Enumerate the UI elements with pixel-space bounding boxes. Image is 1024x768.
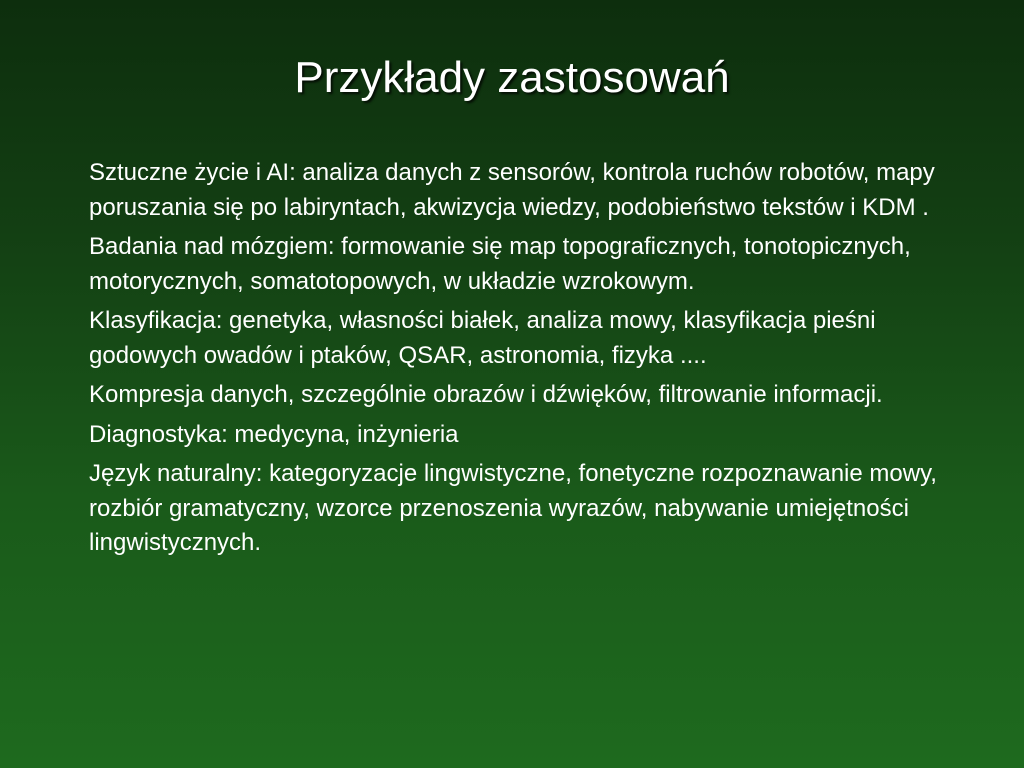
bullet-item-natural-language: Język naturalny: kategoryzacje lingwistyczne, fonetyczne rozpoznawanie mowy, rozbiór gramatyczny, wzorce przenoszenia wyrazów, nabywanie umiejętności lingwistycznych. (89, 460, 937, 556)
bullet-item-brain-research: Badania nad mózgiem: formowanie się map topograficznych, tonotopicznych, motorycznych, somatotopowych, w układzie wzrokowym. (89, 233, 911, 295)
bullet-item-artificial-life: Sztuczne życie i AI: analiza danych z sensorów, kontrola ruchów robotów, mapy poruszania się po labiryntach, akwizycja wiedzy, podobieństwo tekstów i KDM . (89, 159, 935, 221)
bullet-item-diagnostics: Diagnostyka: medycyna, inżynieria (89, 420, 459, 448)
slide-title: Przykłady zastosowań (294, 53, 730, 102)
bullet-list (89, 156, 969, 566)
bullet-item-data-compression: Kompresja danych, szczególnie obrazów i dźwięków, filtrowanie informacji. (89, 381, 883, 408)
bullet-item-classification: Klasyfikacja: genetyka, własności białek, analiza mowy, klasyfikacja pieśni godowych owadów i ptaków, QSAR, astronomia, fizyka .... (89, 307, 876, 369)
